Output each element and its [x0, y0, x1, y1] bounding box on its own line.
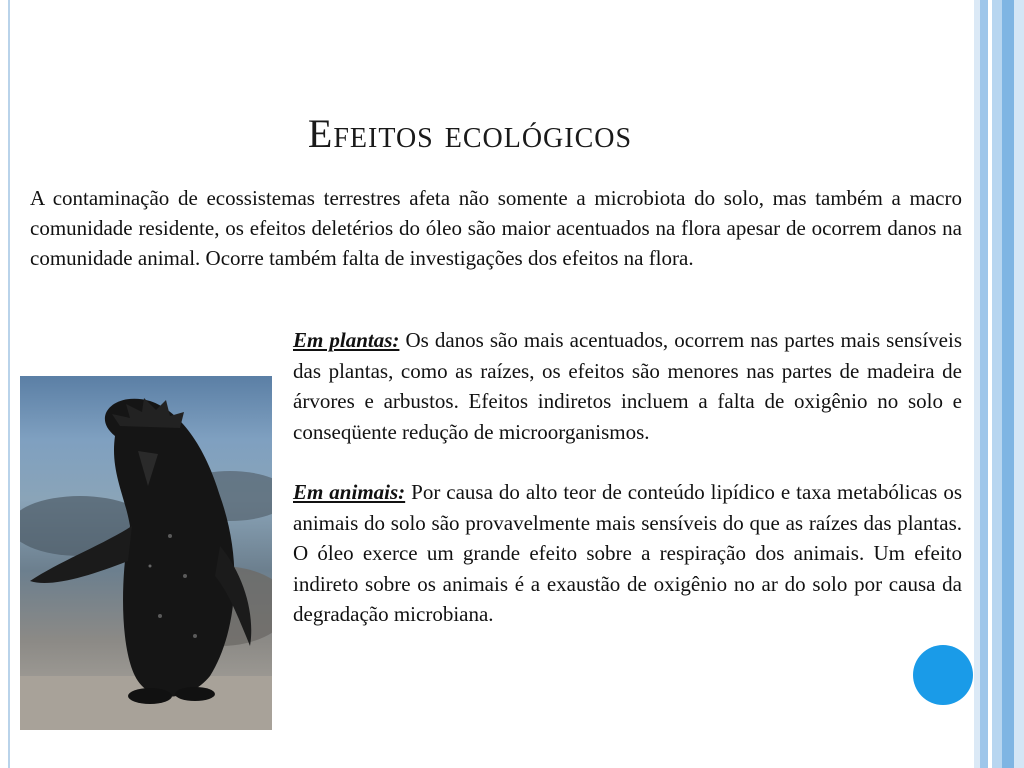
stripe [992, 0, 1002, 768]
animals-label: Em animais: [293, 480, 406, 504]
plants-text: Os danos são mais acentuados, ocorrem nas partes mais sensíveis das plantas, como as raízes, os efeitos são menores nas partes de madeira de árvores e arbustos. Efeitos indiretos incluem a falta de oxigênio no solo e conseqüente redução de microorganismos. [293, 328, 962, 444]
slide-title: Efeitos ecológicos [307, 111, 633, 156]
intro-paragraph: A contaminação de ecossistemas terrestres afeta não somente a microbiota do solo, mas também a macro comunidade residente, os efeitos deletérios do óleo são maior acentuados na flora apesar de ocorrem danos na comunidade animal. Ocorre também falta de investigações dos efeitos na flora. [30, 186, 962, 270]
penguin-illustration [20, 376, 272, 730]
oiled-penguin-photo [20, 376, 272, 730]
animals-paragraph [293, 477, 962, 630]
blue-circle-decoration [913, 645, 973, 705]
right-decorative-stripes [974, 0, 1024, 768]
animals-text: Por causa do alto teor de conteúdo lipídico e taxa metabólicas os animais do solo são provavelmente mais sensíveis do que as raízes das plantas. O óleo exerce um grande efeito sobre a respiração dos animais. Um efeito indireto sobre os animais é a exaustão de oxigênio no ar do solo por causa da degradação microbiana. [293, 480, 962, 626]
plants-label: Em plantas: [293, 328, 400, 352]
stripe [1002, 0, 1014, 768]
stripe [1014, 0, 1024, 768]
stripe [980, 0, 988, 768]
effects-text-column [293, 325, 962, 630]
plants-paragraph [293, 325, 962, 447]
